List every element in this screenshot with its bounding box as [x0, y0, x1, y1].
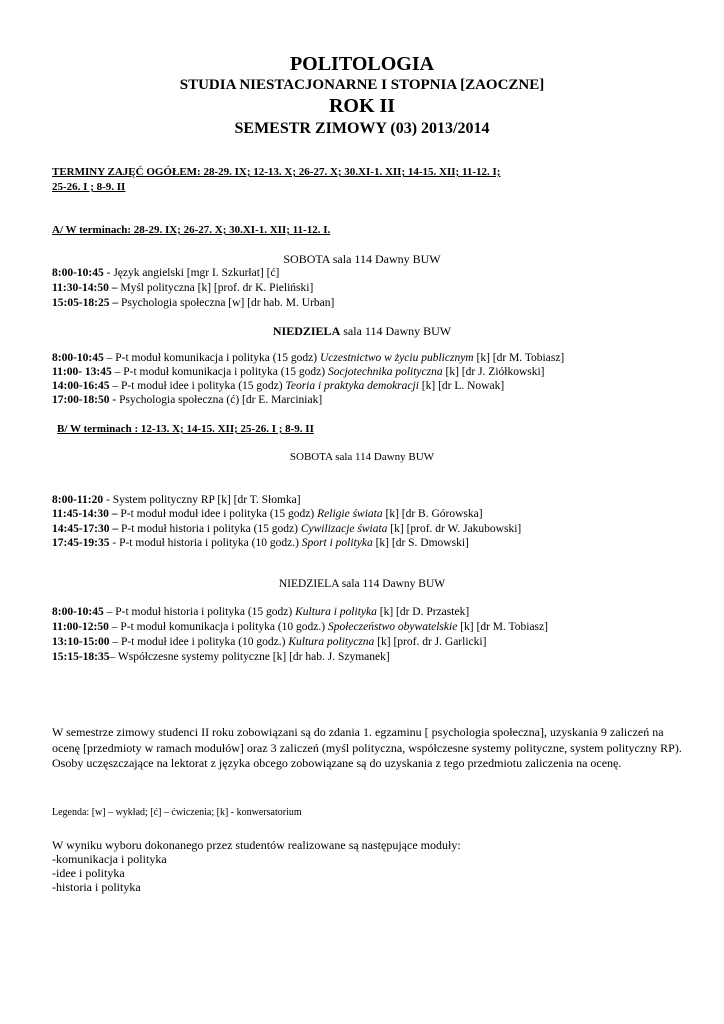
section-b-saturday-header — [0, 451, 724, 463]
day-label: SOBOTA — [283, 252, 330, 266]
room-label: sala 114 Dawny BUW — [332, 451, 435, 463]
schedule-row: 11:45-14:30 – P-t moduł moduł idee i polityka (15 godz) Religie świata [k] [dr B. Górowska] — [52, 508, 483, 520]
schedule-row: 14:00-16:45 – P-t moduł idee i polityka (15 godz) Teoria i praktyka demokracji [k] [dr L. Nowak] — [52, 380, 505, 392]
section-b-sunday-header — [0, 578, 724, 590]
terms-all-line2: 25-26. I ; 8-9. II — [52, 181, 126, 193]
schedule-row: 11:00-12:50 – P-t moduł komunikacja i polityka (10 godz.) Społeczeństwo obywatelskie [k] [dr M. Tobiasz] — [52, 621, 548, 633]
day-label: NIEDZIELA — [278, 578, 339, 590]
schedule-row: 8:00-11:20 - System polityczny RP [k] [dr T. Słomka] — [52, 494, 301, 506]
room-label: sala 114 Dawny BUW — [338, 578, 446, 590]
section-b-heading: B/ W terminach : 12-13. X; 14-15. XII; 25-26. I ; 8-9. II — [57, 423, 314, 435]
room-label: sala 114 Dawny BUW — [329, 252, 441, 266]
section-a-saturday-header — [0, 252, 724, 267]
schedule-row: 15:05-18:25 – Psychologia społeczna [w] [dr hab. M. Urban] — [52, 297, 335, 309]
schedule-row: 17:00-18:50 - Psychologia społeczna (ć) [dr E. Marciniak] — [52, 394, 323, 406]
terms-all-line1: TERMINY ZAJĘĆ OGÓŁEM: 28-29. IX; 12-13. X; 26-27. X; 30.XI-1. XII; 14-15. XII; 11-12. I; — [52, 166, 501, 178]
schedule-row: 15:15-18:35– Współczesne systemy polityczne [k] [dr hab. J. Szymanek] — [52, 651, 390, 663]
modules-intro: W wyniku wyboru dokonanego przez studentów realizowane są następujące moduły: — [52, 838, 461, 852]
schedule-row: 8:00-10:45 - Język angielski [mgr I. Szkurłat] [ć] — [52, 267, 280, 279]
schedule-row: 8:00-10:45 – P-t moduł historia i polityka (15 godz) Kultura i polityka [k] [dr D. Przastek] — [52, 606, 470, 618]
section-a-heading: A/ W terminach: 28-29. IX; 26-27. X; 30.XI-1. XII; 11-12. I. — [52, 224, 331, 236]
schedule-row: 13:10-15:00 – P-t moduł idee i polityka (10 godz.) Kultura polityczna [k] [prof. dr J. Garlicki] — [52, 636, 487, 648]
day-label: SOBOTA — [289, 451, 333, 463]
module-item: -idee i polityka — [52, 866, 125, 880]
schedule-row: 11:30-14:50 – Myśl polityczna [k] [prof. dr K. Pieliński] — [52, 282, 314, 294]
day-label: NIEDZIELA — [272, 324, 341, 338]
schedule-row: 17:45-19:35 - P-t moduł historia i polityka (10 godz.) Sport i polityka [k] [dr S. Dmowski] — [52, 537, 469, 549]
legend: Legenda: [w] – wykład; [ć] – ćwiczenia; [k] - konwersatorium — [52, 807, 302, 818]
page-title: POLITOLOGIA — [289, 53, 435, 75]
semester-heading: SEMESTR ZIMOWY (03) 2013/2014 — [234, 120, 490, 137]
module-item: -historia i polityka — [52, 880, 141, 894]
schedule-row: 8:00-10:45 – P-t moduł komunikacja i polityka (15 godz) Uczestnictwo w życiu publicznym [k] [dr M. Tobiasz] — [52, 352, 565, 364]
section-a-sunday-header — [0, 324, 724, 339]
year-heading: ROK II — [328, 95, 396, 117]
requirements-note: W semestrze zimowy studenci II roku zobowiązani są do zdania 1. egzaminu [ psychologia społeczna], uzyskania 9 zaliczeń na ocenę [przedmioty w ramach modułów] oraz 3 zaliczeń (myśl polityczna, współczesne systemy polityczne, system polityczny RP). Osoby uczęszczające na lektorat z języka obcego zobowiązane są do uzyskania z tego przedmiotu zaliczenia na ocenę. — [52, 725, 682, 770]
room-label: sala 114 Dawny BUW — [340, 324, 452, 338]
page-subtitle: STUDIA NIESTACJONARNE I STOPNIA [ZAOCZNE] — [179, 77, 545, 93]
schedule-row: 11:00- 13:45 – P-t moduł komunikacja i polityka (15 godz) Socjotechnika polityczna [k] [dr J. Ziółkowski] — [52, 366, 545, 378]
module-item: -komunikacja i polityka — [52, 852, 167, 866]
schedule-row: 14:45-17:30 – P-t moduł historia i polityka (15 godz) Cywilizacje świata [k] [prof. dr W. Jakubowski] — [52, 523, 522, 535]
